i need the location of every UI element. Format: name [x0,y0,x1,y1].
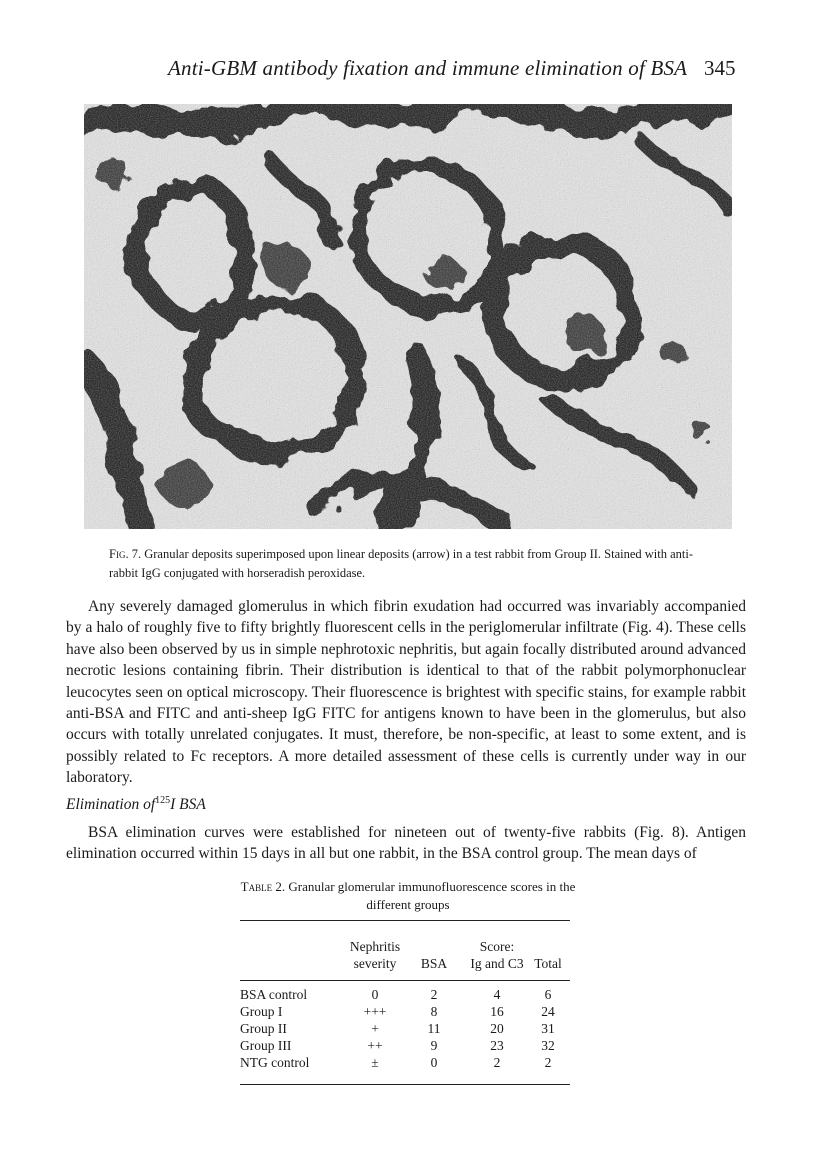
row-ig-c3: 2 [493,1055,501,1070]
row-group: Group III [240,1038,292,1053]
row-ig-c3: 20 [490,1021,504,1036]
header-total: Total [534,956,562,971]
body-paragraph-2: BSA elimination curves were established for nineteen out of twenty-five rabbits (Fig. 8). Antigen elimination occurred within 15 days in all but one rabbit, in the BSA control group. The mean days of [66,824,746,863]
header-nephritis-line2: severity [353,956,397,971]
body-paragraph-1: Any severely damaged glomerulus in which fibrin exudation had occurred was invariably accompanied by a halo of roughly five to fifty brightly fluorescent cells in the periglomerular infiltrate (Fig. 4). These cells have also been observed by us in simple nephrotoxic nephritis, but again focally distributed around advanced necrotic lesions containing fibrin. Their distribution is identical to that of the rabbit polymorphonuclear leucocytes seen on optical microscopy. Their fluorescence is brightest with specific stains, for example rabbit anti-BSA and FITC and anti-sheep IgG FITC for antigens known to have been in the glomerulus, but also occurs with totally unrelated conjugates. It must, therefore, be non-specific, at least to some extent, and is possibly related to Fc receptors. A more detailed assessment of these cells is currently under way in our laboratory. [66,598,746,787]
running-title: Anti-GBM antibody fixation and immune elimination of BSA [168,56,688,80]
row-severity: + [371,1021,379,1036]
row-total: 31 [541,1021,555,1036]
row-ig-c3: 4 [493,987,501,1002]
row-severity: ± [371,1055,379,1070]
row-group: BSA control [240,987,308,1002]
table-rule-mid [240,980,570,981]
micrograph-image [84,104,732,529]
header-nephritis-line1: Nephritis [349,939,401,954]
row-severity: ++ [367,1038,383,1053]
figure-caption-text: Granular deposits superimposed upon linear deposits (arrow) in a test rabbit from Group II. Stained with anti-rabbit IgG conjugated with horseradish peroxidase. [109,547,694,580]
table-label: Table 2. [240,879,286,894]
row-ig-c3: 16 [490,1004,504,1019]
row-total: 6 [544,987,552,1002]
figure-label: Fig. 7. [109,547,142,561]
row-group: Group II [240,1021,287,1036]
page-number: 345 [704,56,736,80]
row-ig-c3: 23 [490,1038,504,1053]
table-caption [240,878,576,914]
section-heading-post: I BSA [170,796,206,814]
row-severity: 0 [371,987,379,1002]
row-bsa: 9 [430,1038,438,1053]
header-bsa: BSA [420,956,448,971]
row-severity: +++ [363,1004,387,1019]
row-total: 24 [541,1004,555,1019]
header-score-line2: Ig and C3 [470,956,524,971]
row-bsa: 11 [427,1021,441,1036]
running-head [0,56,816,86]
micrograph-figure [84,104,732,529]
table-rule-bottom [240,1084,570,1085]
header-score-line1: Score: [479,939,515,954]
table-caption-text: Granular glomerular immunofluorescence scores in the different groups [288,879,576,912]
row-bsa: 0 [430,1055,438,1070]
header-nephritis [335,938,415,972]
section-heading-sup: 125 [155,795,171,806]
row-bsa: 2 [430,987,438,1002]
figure-caption [109,545,709,583]
section-heading-pre: Elimination of [66,796,156,814]
row-bsa: 8 [430,1004,438,1019]
row-group: NTG control [240,1055,310,1070]
row-total: 32 [541,1038,555,1053]
section-heading [66,795,206,814]
row-group: Group I [240,1004,283,1019]
row-total: 2 [544,1055,552,1070]
table-rule-top [240,920,570,921]
